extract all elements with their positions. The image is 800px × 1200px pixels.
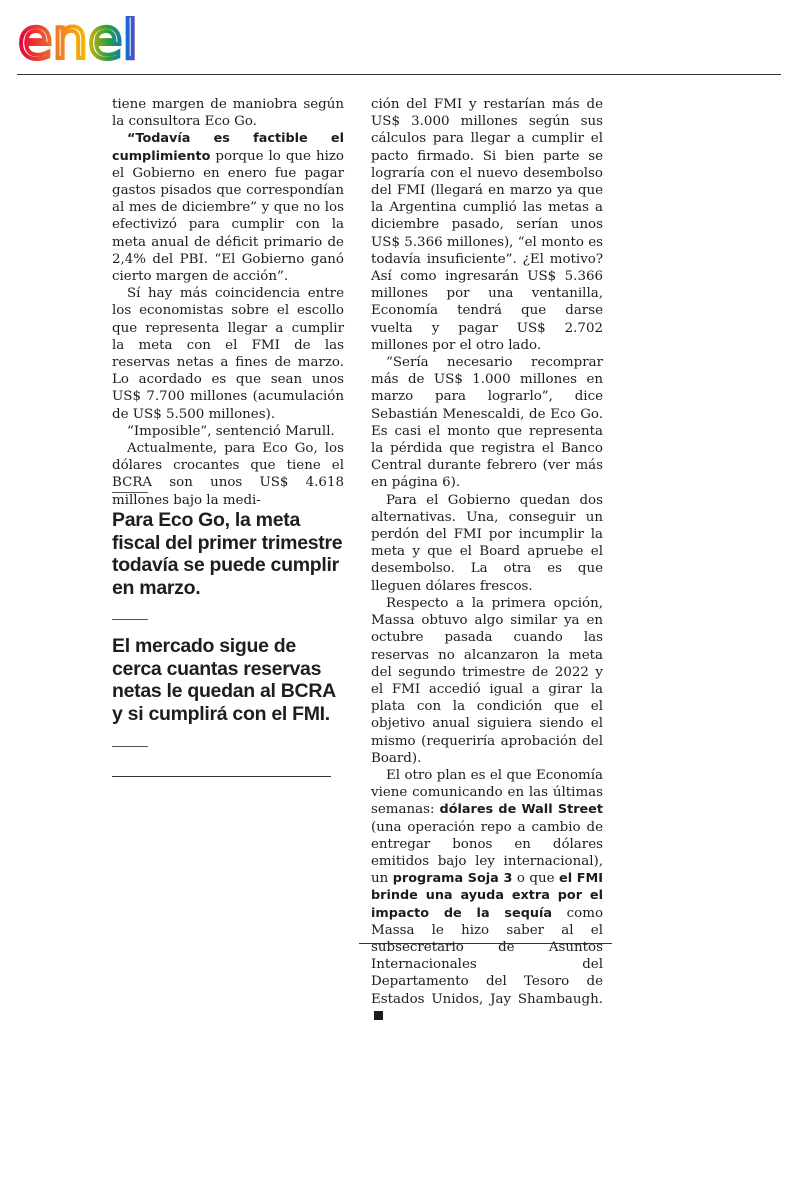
right-paragraph-1: ción del FMI y restarían más de US$ 3.000 millones según sus cálculos para llegar a cumplir el pacto firmado. Si bien parte se lograría con el nuevo desembolso del FMI (llegará en marzo ya que la Argentina cumplió las metas a diciembre pasado, serían unos US$ 5.366 millones), “el monto es todavía insuficiente”. ¿El motivo? Así como ingresarán US$ 5.366 millones por una ventanilla, Economía tendrá que darse vuelta y pagar US$ 2.702 millones por el otro lado. [371, 97, 603, 353]
left-column-end-rule [112, 776, 331, 777]
right-paragraph-5-d: o que [512, 871, 560, 887]
left-column [112, 96, 344, 509]
pull-quote-2: El mercado sigue de cerca cuantas reservas netas le quedan al BCRA y si cumplirá con el FMI. [112, 635, 336, 725]
left-paragraph-3: Sí hay más coincidencia entre los economistas sobre el escollo que representa llegar a cumplir la meta con el FMI de las reservas netas a fines de marzo. Lo acordado es que sean unos US$ 7.700 millones (acumulación de US$ 5.500 millones). [112, 286, 344, 422]
right-paragraph-4: Respecto a la primera opción, Massa obtuvo algo similar ya en octubre pasada cuando las reservas no alcanzaron la meta del segundo trimestre de 2022 y el FMI accedió igual a girar la plata con la condición que el objetivo anual siguiera siendo el mismo (requeriría aprobación del Board). [371, 595, 603, 766]
svg-text:enel: enel [18, 16, 138, 66]
right-paragraph-3: Para el Gobierno quedan dos alternativas. Una, conseguir un perdón del FMI por incumplir la meta y que el Board apruebe el desembolso. La otra es que lleguen dólares frescos. [371, 492, 603, 594]
left-paragraph-1: tiene margen de maniobra según la consultora Eco Go. [112, 97, 344, 130]
right-paragraph-5-bold-2: programa Soja 3 [392, 871, 513, 887]
right-paragraph-5 [371, 767, 603, 1025]
right-paragraph-5-bold-3: el FMI brinde una ayuda extra por el impacto de la sequía [371, 871, 603, 921]
header-rule [17, 74, 781, 75]
quote-rule-1 [112, 492, 148, 493]
left-paragraph-2 [112, 130, 344, 285]
quote-rule-2 [112, 619, 148, 620]
right-column-end-rule [359, 943, 612, 944]
enel-logo [18, 16, 170, 66]
left-paragraph-2-bold: “Todavía es factible el cumplimiento [112, 131, 344, 164]
right-paragraph-5-c: (una operación repo a cambio de entregar bonos en dólares emitidos bajo ley internacional), un [371, 819, 603, 887]
pull-quote-1: Para Eco Go, la meta fiscal del primer trimestre todavía se puede cumplir en marzo. [112, 509, 343, 599]
left-paragraph-4: “Imposible”, sentenció Marull. [127, 423, 335, 439]
right-paragraph-5-e: como Massa le hizo saber al el subsecretario de Asuntos Internacionales del Departamento del Tesoro de Estados Unidos, Jay Shambaugh. [371, 905, 604, 1007]
right-paragraph-2: “Sería necesario recomprar más de US$ 1.000 millones en marzo para lograrlo”, dice Sebastián Menescaldi, de Eco Go. Es casi el monto que representa la pérdida que registra el Banco Central durante febrero (ver más en página 6). [371, 355, 603, 491]
right-paragraph-5-a: El otro plan es el que Economía viene comunicando en las últimas semanas: [371, 767, 603, 818]
right-column [371, 96, 603, 1025]
left-paragraph-2-rest: porque lo que hizo el Gobierno en enero fue pagar gastos pisados que correspondían al mes de diciembre” y que no los efectivizó para cumplir con la meta anual de déficit primario de 2,4% del PBI. “El Gobierno ganó cierto margen de acción”. [112, 148, 344, 285]
end-of-article-mark [374, 1011, 383, 1020]
quote-rule-3 [112, 746, 148, 747]
left-paragraph-5: Actualmente, para Eco Go, los dólares crocantes que tiene el BCRA son unos US$ 4.618 millones bajo la medi- [112, 441, 344, 508]
right-paragraph-5-bold-1: dólares de Wall Street [439, 802, 603, 818]
